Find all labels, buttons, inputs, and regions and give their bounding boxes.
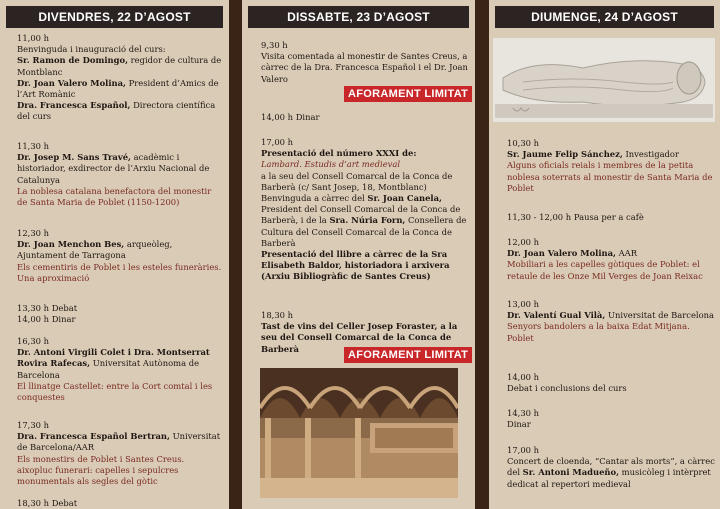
event-item: 11,30 - 12,00 h Pausa per a cafè	[507, 212, 644, 222]
event-item: 14,00 h Dinar	[261, 112, 320, 122]
event-item: 14,00 h Debat i conclusions del curs	[507, 372, 627, 394]
day-header: DIVENDRES, 22 D’AGOST	[6, 6, 223, 28]
event-item: 16,30 h Dr. Antoni Virgili Colet i Dra. Montserrat Rovira Rafecas, Universitat Autònoma de Barcelona El llinatge Castellet: entre la Cort comtal i les conquestes	[17, 336, 213, 403]
limited-capacity-badge: AFORAMENT LIMITAT	[344, 347, 472, 363]
event-item: 18,30 h Debat	[17, 498, 78, 508]
event-item: 9,30 h Visita comentada al monestir de Santes Creus, a càrrec de la Dra. Francesca Español i el Dr. Joan Valero	[261, 40, 468, 84]
event-item: 17,30 h Dra. Francesca Español Bertran, Universitat de Barcelona/AAR Els monestirs de Poblet i Santes Creus. aixopluc funerari: capelles i sepulcres monumentals als segles del gòtic	[17, 420, 221, 487]
effigy-image	[493, 38, 715, 122]
cloister-photo	[260, 368, 458, 498]
event-item: 13,30 h Debat 14,00 h Dinar	[17, 303, 78, 325]
day-header: DISSABTE, 23 D’AGOST	[248, 6, 469, 28]
column-friday	[0, 0, 229, 509]
column-sunday	[489, 0, 720, 509]
event-item: 17,00 h Concert de cloenda, “Cantar als morts”, a càrrec del Sr. Antoni Madueño, musicòleg i intèrpret dedicat al repertori medieval	[507, 445, 715, 489]
event-item: 17,00 h Presentació del número XXXI de: Lambard. Estudis d’art medieval a la seu del Consell Comarcal de la Conca de Barberà (c/ Sant Josep, 18, Montblanc) Benvinguda a càrrec del Sr. Joan Canela, President del Consell Comarcal de la Conca de Barberà, i de la Sra. Núria Forn, Consellera de Cultura del Consell Comarcal de la Conca de Barberà Presentació del llibre a càrrec de la Sra Elisabeth Baldor, historiadora i arxivera (Arxiu Bibliogràfic de Santes Creus)	[261, 137, 467, 282]
cloister-image	[260, 368, 458, 498]
limited-capacity-badge: AFORAMENT LIMITAT	[344, 86, 472, 102]
event-item: 14,30 h Dinar	[507, 408, 540, 430]
event-item: 12,00 h Dr. Joan Valero Molina, AAR Mobiliari a les capelles gòtiques de Poblet: el retaule de les Onze Mil Verges de Joan Reixac	[507, 237, 703, 281]
event-item: 13,00 h Dr. Valentí Gual Vilà, Universitat de Barcelona Senyors bandolers a la baixa Edat Mitjana. Poblet	[507, 299, 715, 343]
event-item: 18,30 h Tast de vins del Celler Josep Foraster, a la seu del Consell Comarcal de la Conca de Barberà	[261, 310, 458, 354]
day-header: DIUMENGE, 24 D’AGOST	[495, 6, 714, 28]
event-item: 10,30 h Sr. Jaume Felip Sánchez, Investigador Alguns oficials reials i membres de la petita noblesa soterrats al monestir de Santa Maria de Poblet	[507, 138, 713, 193]
event-item: 11,30 h Dr. Josep M. Sans Travé, acadèmic i historiador, exdirector de l’Arxiu Nacional de Catalunya La noblesa catalana benefactora del monestir de Santa Maria de Poblet (1150-1200)	[17, 141, 212, 208]
column-saturday	[242, 0, 475, 509]
effigy-tomb-photo	[493, 38, 715, 122]
event-item: 12,30 h Dr. Joan Menchon Bes, arqueòleg, Ajuntament de Tarragona Els cementiris de Poblet i les esteles funeràries. Una aproximació	[17, 228, 222, 283]
event-item: 11,00 h Benvinguda i inauguració del curs: Sr. Ramon de Domingo, regidor de cultura de Montblanc Dr. Joan Valero Molina, President d’Amics de l’Art Romànic Dra. Francesca Español, Directora científica del curs	[17, 33, 222, 122]
